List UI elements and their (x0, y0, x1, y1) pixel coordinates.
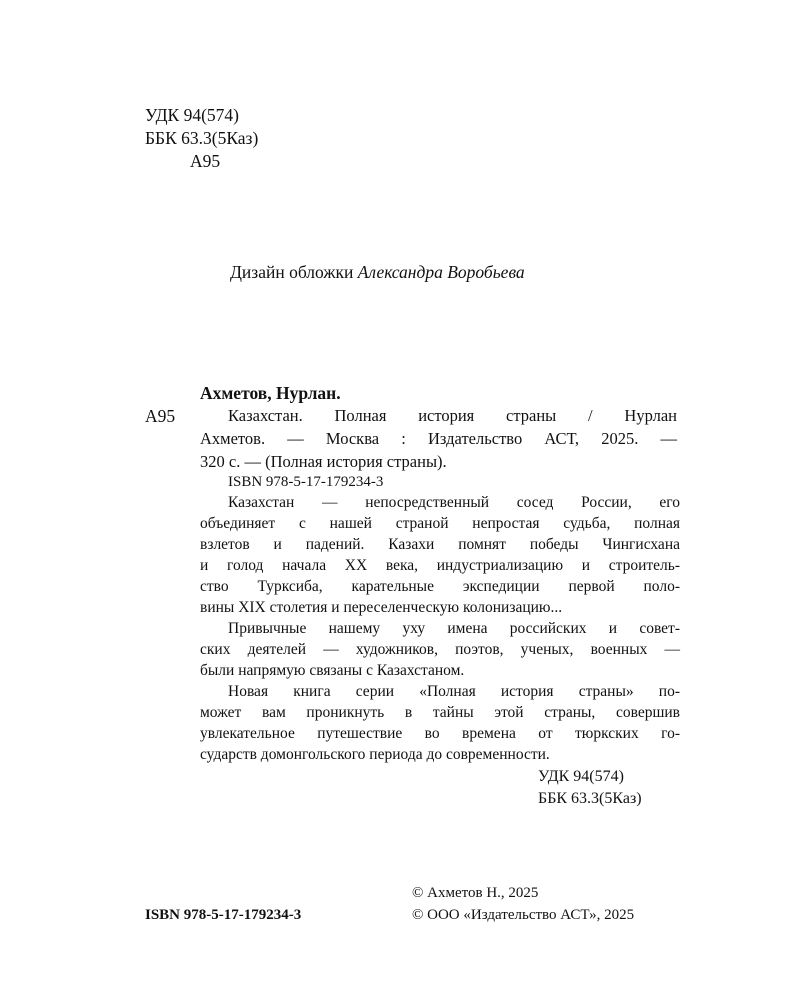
annotation-line: вины XIX столетия и переселенческую колонизацию... (200, 599, 563, 616)
annotation-line: взлетов и падений. Казахи помнят победы Чингисхана (200, 536, 680, 553)
bbk-code: ББК 63.3(5Каз) (145, 128, 259, 148)
annotation-line: Казахстан — непосредственный сосед России, его (228, 494, 680, 511)
copyright-publisher: © ООО «Издательство АСТ», 2025 (412, 907, 635, 923)
annotation-line: были напрямую связаны с Казахстаном. (200, 662, 465, 679)
copyright-author: © Ахметов Н., 2025 (412, 885, 539, 901)
annotation-line: может вам проникнуть в тайны этой страны, совершив (200, 704, 680, 721)
card-isbn: ISBN 978-5-17-179234-3 (228, 474, 384, 490)
footer-isbn: ISBN 978-5-17-179234-3 (145, 907, 302, 923)
annotation-line: и голод начала ХХ века, индустриализацию и строитель- (200, 557, 680, 574)
annotation-line: увлекательное путешествие во времена от тюркских го- (200, 725, 680, 742)
card-author-sign: А95 (145, 406, 176, 426)
annotation-line: Привычные нашему уху имена российских и совет- (228, 620, 680, 637)
annotation-line: сударств домонгольского периода до современности. (200, 746, 550, 763)
card-bbk: ББК 63.3(5Каз) (538, 790, 642, 807)
annotation-line: объединяет с нашей страной непростая судьба, полная (200, 515, 680, 532)
title-line-1: Казахстан. Полная история страны / Нурлан (228, 406, 677, 425)
card-udk: УДК 94(574) (538, 768, 624, 785)
title-line-2: Ахметов. — Москва : Издательство АСТ, 2025. — (200, 429, 677, 448)
cover-design-credit (230, 261, 525, 283)
udk-code: УДК 94(574) (145, 105, 240, 125)
author-heading: Ахметов, Нурлан. (200, 383, 341, 403)
author-sign: А95 (190, 151, 221, 171)
title-line-3: 320 с. — (Полная история страны). (200, 452, 447, 471)
cover-design-label: Дизайн обложки (230, 262, 354, 282)
annotation-line: Новая книга серии «Полная история страны» по- (228, 683, 680, 700)
annotation-line: ство Турксиба, карательные экспедиции первой поло- (200, 578, 680, 595)
annotation-line: ских деятелей — художников, поэтов, ученых, военных — (200, 641, 680, 658)
cover-designer-name: Александра Воробьева (357, 262, 525, 282)
